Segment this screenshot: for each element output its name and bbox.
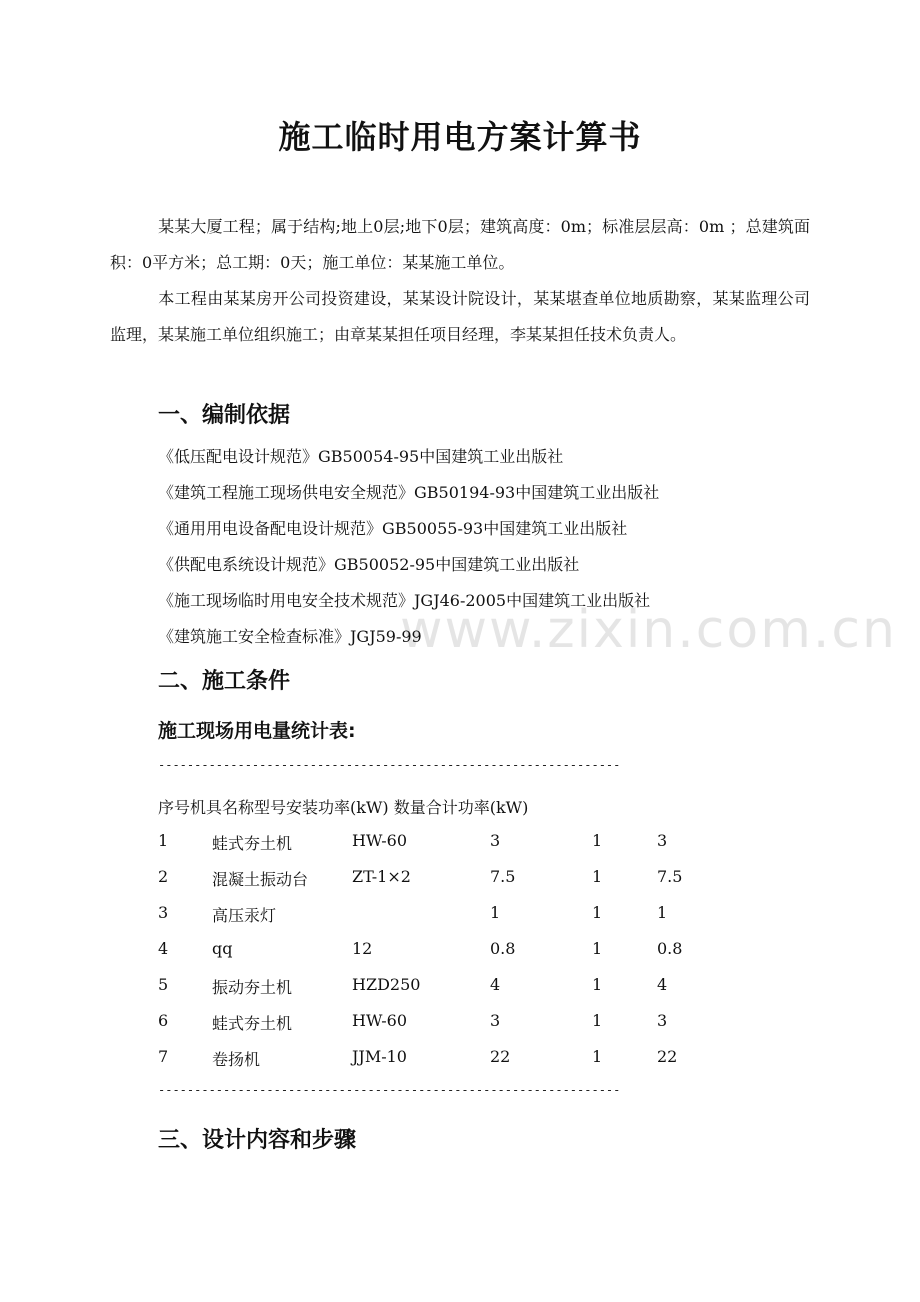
- cell-qty: 1: [592, 939, 603, 958]
- cell-power: 4: [490, 975, 501, 994]
- intro-paragraph-1: [110, 209, 810, 281]
- cell-index: 3: [158, 903, 169, 922]
- cell-model: ZT-1×2: [352, 867, 411, 886]
- cell-qty: 1: [592, 1011, 603, 1030]
- cell-index: 6: [158, 1011, 169, 1030]
- reference-item: 《施工现场临时用电安全技术规范》JGJ46-2005中国建筑工业出版社: [158, 591, 651, 610]
- table-row: [0, 831, 920, 855]
- table-header: 序号机具名称型号安装功率(kW) 数量合计功率(kW): [158, 798, 529, 817]
- cell-name: 卷扬机: [212, 1050, 261, 1069]
- table-row: [0, 903, 920, 927]
- table-separator-top: ----------------------------------------------------------------: [158, 758, 621, 772]
- cell-model: JJM-10: [352, 1047, 407, 1066]
- cell-qty: 1: [592, 975, 603, 994]
- cell-qty: 1: [592, 831, 603, 850]
- cell-total: 4: [657, 975, 668, 994]
- section-3-heading: 三、设计内容和步骤: [158, 1128, 357, 1153]
- cell-qty: 1: [592, 903, 603, 922]
- cell-index: 7: [158, 1047, 169, 1066]
- cell-index: 4: [158, 939, 169, 958]
- intro-paragraph-2: [110, 281, 810, 353]
- cell-power: 3: [490, 1011, 501, 1030]
- cell-power: 0.8: [490, 939, 516, 958]
- cell-name: qq: [212, 939, 233, 958]
- reference-item: 《建筑施工安全检查标准》JGJ59-99: [158, 627, 422, 646]
- cell-index: 1: [158, 831, 169, 850]
- reference-item: 《通用用电设备配电设计规范》GB50055-93中国建筑工业出版社: [158, 519, 628, 538]
- table-title: 施工现场用电量统计表:: [158, 720, 356, 742]
- cell-model: HW-60: [352, 1011, 407, 1030]
- table-row: [0, 1011, 920, 1035]
- cell-qty: 1: [592, 867, 603, 886]
- section-1-heading: 一、编制依据: [158, 403, 291, 428]
- cell-model: HW-60: [352, 831, 407, 850]
- cell-total: 3: [657, 831, 668, 850]
- cell-name: 蛙式夯土机: [212, 1014, 293, 1033]
- cell-model: HZD250: [352, 975, 421, 994]
- intro-paragraph-2-text: 本工程由某某房开公司投资建设，某某设计院设计，某某堪查单位地质勘察，某某监理公司监理，某某施工单位组织施工；由章某某担任项目经理，李某某担任技术负责人。: [110, 289, 810, 344]
- table-row: [0, 939, 920, 963]
- cell-index: 5: [158, 975, 169, 994]
- table-row: [0, 975, 920, 999]
- cell-qty: 1: [592, 1047, 603, 1066]
- cell-power: 3: [490, 831, 501, 850]
- intro-paragraph-1-text: 某某大厦工程；属于结构;地上0层;地下0层；建筑高度：0m；标准层层高：0m ；总建筑面积：0平方米；总工期：0天；施工单位：某某施工单位。: [110, 217, 810, 272]
- watermark-text: www.zixin.com.cn: [400, 600, 897, 660]
- cell-total: 22: [657, 1047, 678, 1066]
- table-row: [0, 867, 920, 891]
- cell-name: 振动夯土机: [212, 978, 293, 997]
- section-2-heading: 二、施工条件: [158, 669, 291, 694]
- cell-power: 1: [490, 903, 501, 922]
- table-row: [0, 1047, 920, 1071]
- reference-item: 《供配电系统设计规范》GB50052-95中国建筑工业出版社: [158, 555, 580, 574]
- reference-item: 《低压配电设计规范》GB50054-95中国建筑工业出版社: [158, 447, 564, 466]
- cell-total: 0.8: [657, 939, 683, 958]
- cell-name: 蛙式夯土机: [212, 834, 293, 853]
- cell-name: 混凝土振动台: [212, 870, 309, 889]
- cell-index: 2: [158, 867, 169, 886]
- document-title: 施工临时用电方案计算书: [278, 118, 642, 156]
- cell-name: 高压汞灯: [212, 906, 277, 925]
- cell-model: 12: [352, 939, 373, 958]
- reference-item: 《建筑工程施工现场供电安全规范》GB50194-93中国建筑工业出版社: [158, 483, 660, 502]
- cell-power: 7.5: [490, 867, 516, 886]
- cell-total: 1: [657, 903, 668, 922]
- table-separator-bottom: ----------------------------------------------------------------: [158, 1083, 621, 1097]
- cell-total: 3: [657, 1011, 668, 1030]
- cell-total: 7.5: [657, 867, 683, 886]
- cell-power: 22: [490, 1047, 511, 1066]
